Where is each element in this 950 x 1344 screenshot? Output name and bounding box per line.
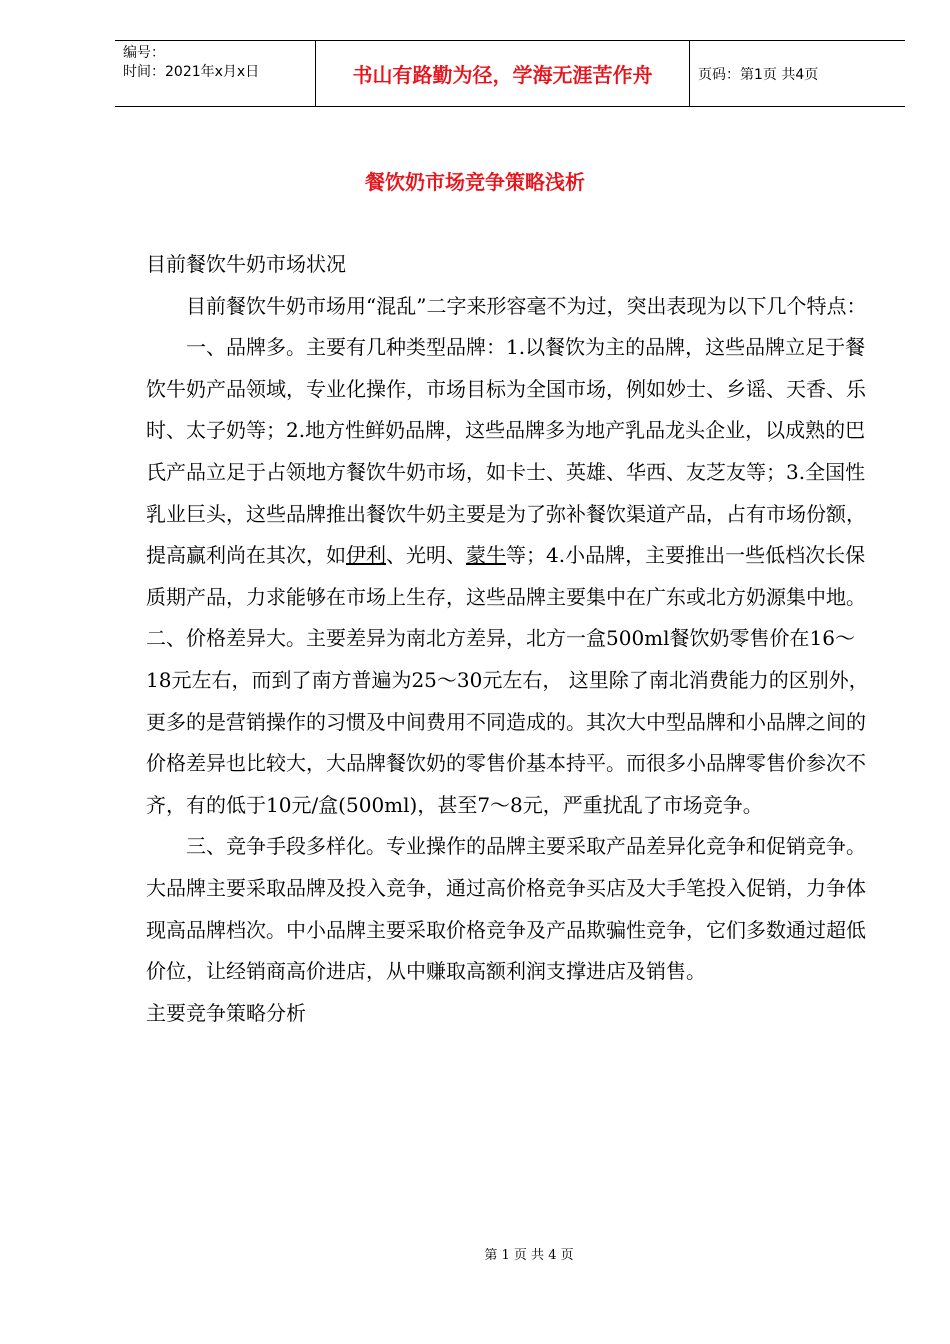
time-label: 时间：2021年x月x日 [123,64,260,80]
header-motto-cell [316,41,690,106]
motto: 书山有路勤为径，学海无涯苦作舟 [352,63,653,87]
paragraph-brands-part-c: 等；4.小品牌，主要推出一些低档次长保质期产品，力求能够在市场上生存，这些品牌主要集中在广东或北方奶源集中地。 [146,543,866,609]
body-text [146,244,876,1034]
section-heading-market-status: 目前餐饮牛奶市场状况 [146,252,346,276]
page-footer: 第 1 页 共 4 页 [484,1248,574,1263]
paragraph-brands [146,327,876,618]
number-label: 编号： [123,45,165,61]
paragraph-competition: 三、竞争手段多样化。专业操作的品牌主要采取产品差异化竞争和促销竞争。大品牌主要采取品牌及投入竞争，通过高价格竞争买店及大手笔投入促销，力争体现高品牌档次。中小品牌主要采取价格竞争及产品欺骗性竞争，它们多数通过超低价位，让经销商高价进店，从中赚取高额利润支撑进店及销售。 [146,834,866,984]
paragraph-brands-part-a: 一、品牌多。主要有几种类型品牌：1.以餐饮为主的品牌，这些品牌立足于餐饮牛奶产品领域，专业化操作，市场目标为全国市场，例如妙士、乡谣、天香、乐时、太子奶等；2.地方性鲜奶品牌，这些品牌多为地产乳品龙头企业，以成熟的巴氏产品立足于占领地方餐饮牛奶市场，如卡士、英雄、华西、友芝友等；3.全国性乳业巨头，这些品牌推出餐饮牛奶主要是为了弥补餐饮渠道产品，占有市场份额，提高赢利尚在其次，如 [146,335,866,568]
header-meta-cell [115,41,316,106]
link-yili[interactable]: 伊利 [346,543,386,568]
link-mengniu[interactable]: 蒙牛 [466,543,506,568]
paragraph-intro: 目前餐饮牛奶市场用“混乱”二字来形容毫不为过，突出表现为以下几个特点： [186,293,867,318]
paragraph-brands-part-b: 、光明、 [386,543,466,568]
document-title: 餐饮奶市场竞争策略浅析 [365,170,585,194]
section-heading-strategy: 主要竞争策略分析 [146,1000,306,1025]
paragraph-price: 二、价格差异大。主要差异为南北方差异，北方一盒500ml餐饮奶零售价在16～18元左右，而到了南方普遍为25～30元左右， 这里除了南北消费能力的区别外，更多的是营销操作的习惯及中间费用不同造成的。其次大中型品牌和小品牌之间的价格差异也比较大，大品牌餐饮奶的零售价基本持平。而很多小品牌零售价参次不齐，有的低于10元/盒(500ml)，甚至7～8元，严重扰乱了市场竞争。 [146,626,869,817]
header-page-cell [690,41,905,106]
page-label: 页码：第1页 共4页 [698,66,819,83]
header-table [115,40,905,107]
